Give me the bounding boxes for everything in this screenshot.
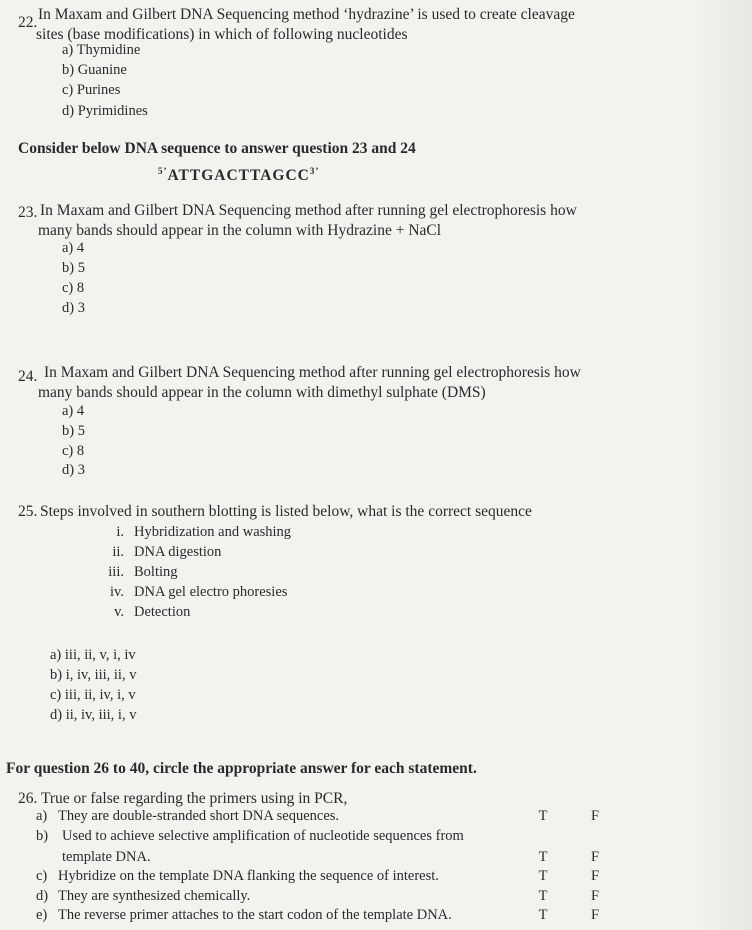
dna-sequence: [158, 166, 319, 185]
consider-heading: Consider below DNA sequence to answer question 23 and 24: [18, 140, 416, 157]
q25-step-num-2: ii.: [112, 544, 124, 560]
q25-option-d: d) ii, iv, iii, i, v: [50, 707, 137, 723]
q25-step-num-4: iv.: [110, 584, 124, 600]
q26-e-false[interactable]: F: [590, 907, 600, 923]
q25-option-b: b) i, iv, iii, ii, v: [50, 667, 137, 683]
q23-option-d: d) 3: [62, 300, 85, 316]
seq-3-prime: 3’: [309, 166, 320, 176]
q26-item-d-label: d): [36, 888, 49, 904]
q25-step-text-1: Hybridization and washing: [134, 524, 292, 540]
q23-text-line2: many bands should appear in the column with Hydrazine + NaCl: [38, 222, 442, 239]
q24-text-line1: In Maxam and Gilbert DNA Sequencing method after running gel electrophoresis how: [44, 364, 581, 381]
q26-item-b-text-cont: template DNA.: [62, 849, 151, 865]
q25-number: 25.: [18, 503, 38, 520]
q22-option-b: b) Guanine: [62, 62, 127, 78]
q26-b-false[interactable]: F: [590, 849, 600, 865]
instruction-heading: For question 26 to 40, circle the appropriate answer for each statement.: [6, 760, 477, 777]
q23-option-a: a) 4: [62, 240, 85, 256]
q26-item-d-text: They are synthesized chemically.: [58, 888, 251, 904]
q24-option-a: a) 4: [62, 403, 85, 419]
q25-step-text-3: Bolting: [134, 564, 178, 580]
q26-d-true[interactable]: T: [538, 888, 548, 904]
seq-5-prime: 5’: [158, 166, 168, 176]
q26-a-false[interactable]: F: [590, 808, 600, 824]
q24-option-d: d) 3: [62, 462, 85, 478]
q25-option-a: a) iii, ii, v, i, iv: [50, 647, 136, 663]
q25-step-text-5: Detection: [134, 604, 191, 620]
q22-option-d: d) Pyrimidines: [62, 103, 148, 119]
q22-option-a: a) Thymidine: [62, 42, 141, 58]
q22-text-line1: In Maxam and Gilbert DNA Sequencing method ‘hydrazine’ is used to create cleavage: [38, 6, 575, 23]
q26-title: 26. True or false regarding the primers using in PCR,: [18, 790, 348, 807]
q25-step-num-5: v.: [114, 604, 124, 620]
q26-item-c-text: Hybridize on the template DNA flanking the sequence of interest.: [58, 868, 439, 884]
q25-step-num-1: i.: [116, 524, 124, 540]
q23-text-line1: In Maxam and Gilbert DNA Sequencing method after running gel electrophoresis how: [40, 202, 577, 219]
q26-item-a-label: a): [36, 808, 48, 824]
q26-b-true[interactable]: T: [538, 849, 548, 865]
page-edge-shadow: [692, 0, 752, 930]
q22-option-c: c) Purines: [62, 82, 121, 98]
q26-item-e-label: e): [36, 907, 48, 923]
q26-c-false[interactable]: F: [590, 868, 600, 884]
q26-a-true[interactable]: T: [538, 808, 548, 824]
q25-step-text-2: DNA digestion: [134, 544, 222, 560]
q26-item-e-text: The reverse primer attaches to the start codon of the template DNA.: [58, 907, 452, 923]
q23-option-c: c) 8: [62, 280, 85, 296]
q26-c-true[interactable]: T: [538, 868, 548, 884]
q26-item-b-text: Used to achieve selective amplification of nucleotide sequences from: [62, 828, 464, 844]
q23-number: 23.: [18, 204, 38, 221]
q25-option-c: c) iii, ii, iv, i, v: [50, 687, 136, 703]
q25-step-text-4: DNA gel electro phoresies: [134, 584, 288, 600]
q24-number: 24.: [18, 368, 38, 385]
q26-d-false[interactable]: F: [590, 888, 600, 904]
q22-text-line2: sites (base modifications) in which of following nucleotides: [36, 26, 408, 43]
q26-e-true[interactable]: T: [538, 907, 548, 923]
q22-number: 22.: [18, 14, 38, 31]
q26-item-a-text: They are double-stranded short DNA sequences.: [58, 808, 340, 824]
q25-text: Steps involved in southern blotting is listed below, what is the correct sequence: [40, 503, 532, 520]
q24-option-b: b) 5: [62, 423, 85, 439]
q26-item-b-label: b): [36, 828, 49, 844]
q25-step-num-3: iii.: [108, 564, 124, 580]
q26-item-c-label: c): [36, 868, 48, 884]
q24-text-line2: many bands should appear in the column with dimethyl sulphate (DMS): [38, 384, 486, 401]
seq-bases: ATTGACTTAGCC: [167, 167, 310, 185]
q24-option-c: c) 8: [62, 443, 85, 459]
q23-option-b: b) 5: [62, 260, 85, 276]
